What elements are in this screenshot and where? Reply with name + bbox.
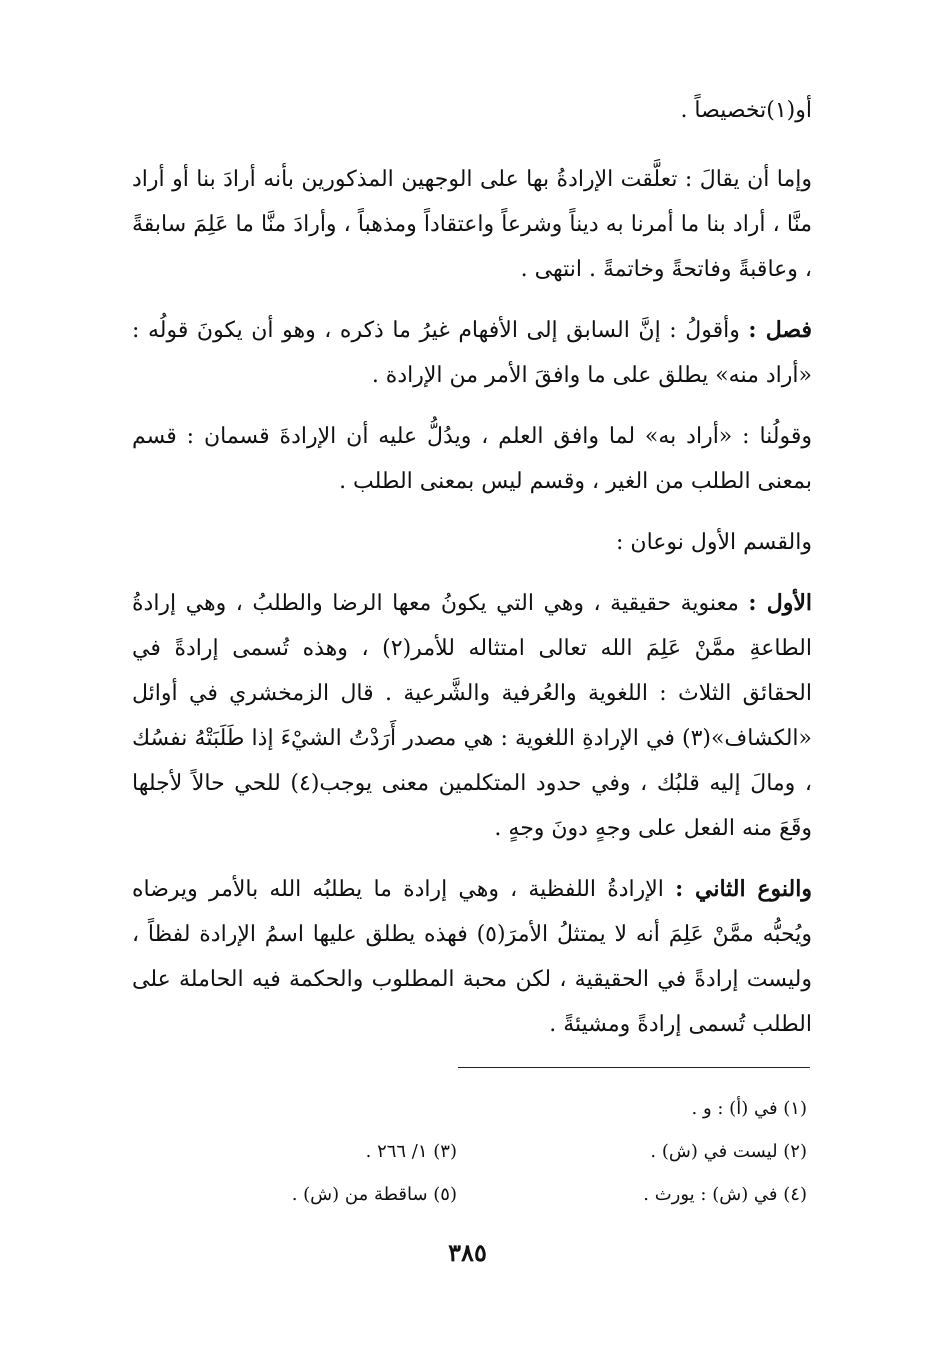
- page-number: ٣٨٥: [448, 1238, 487, 1267]
- paragraph-1: أو(١)تخصيصاً .: [680, 98, 812, 123]
- section-lead: فصل :: [748, 317, 812, 343]
- paragraph-6: الأول : معنوية حقيقية ، وهي التي يكونُ معها الرضا والطلبُ ، وهي إرادةُ الطاعةِ ممَّنْ عَلِمَ الله تعالى امتثاله للأمر(٢) ، وهذه تُسمى إرادةً في الحقائق الثلاث : اللغوية والعُرفية والشَّرعية . قال الزمخشري في أوائل «الكشاف»(٣) في الإرادةِ اللغوية : هي مصدر أَرَدْتُ الشيْءَ إذا طَلَبَتْهُ نفسُك ، ومالَ إليه قلبُك ، وفي حدود المتكلمين معنى يوجب(٤) للحي حالاً لأجلها وقَعَ منه الفعل على وجهٍ دونَ وجهٍ .: [132, 590, 812, 841]
- paragraph-2: وإما أن يقالَ : تعلَّقت الإرادةُ بها على الوجهين المذكورين بأنه أرادَ بنا أو أراد منَّا ، أراد بنا ما أمرنا به ديناً وشرعاً واعتقاداً ومذهباً ، وأرادَ منَّا ما عَلِمَ سابقةً ، وعاقبةً وفاتحةً وخاتمةً . انتهى .: [132, 167, 812, 282]
- paragraph-4: وقولُنا : «أراد به» لما وافق العلم ، ويدُلُّ عليه أن الإرادةَ قسمان : قسم بمعنى الطلب من الغير ، وقسم ليس بمعنى الطلب .: [132, 424, 812, 494]
- paragraph-3: فصل : وأقولُ : إنَّ السابق إلى الأفهام غيرُ ما ذكره ، وهو أن يكونَ قولُه : «أراد منه» يطلق على ما وافقَ الأمر من الإرادة .: [132, 317, 812, 388]
- section-lead: الأول :: [748, 590, 812, 616]
- footnote-divider: [458, 1067, 810, 1068]
- footnote-5: (٥) ساقطة من (ش) .: [291, 1184, 457, 1205]
- section-lead: والنوع الثاني :: [675, 876, 812, 902]
- paragraph-7: والنوع الثاني : الإرادةُ اللفظية ، وهي إرادة ما يطلبُه الله بالأمر ويرضاه ويُحبُّه ممَّنْ عَلِمَ أنه لا يمتثلُ الأمرَ(٥) فهذه يطلق عليها اسمُ الإرادة لفظاً ، وليست إرادةً في الحقيقية ، لكن محبة المطلوب والحكمة فيه الحاملة على الطلب تُسمى إرادةً ومشيئةً .: [132, 876, 812, 1037]
- footnote-2: (٢) ليست في (ش) .: [650, 1141, 807, 1162]
- paragraph-5: والقسم الأول نوعان :: [616, 530, 812, 555]
- main-text: [132, 88, 812, 1047]
- footnote-3: (٣) ١/ ٢٦٦ .: [365, 1141, 457, 1162]
- footnote-1: (١) في (أ) : و .: [691, 1098, 807, 1119]
- footnote-4: (٤) في (ش) : يورث .: [643, 1184, 807, 1205]
